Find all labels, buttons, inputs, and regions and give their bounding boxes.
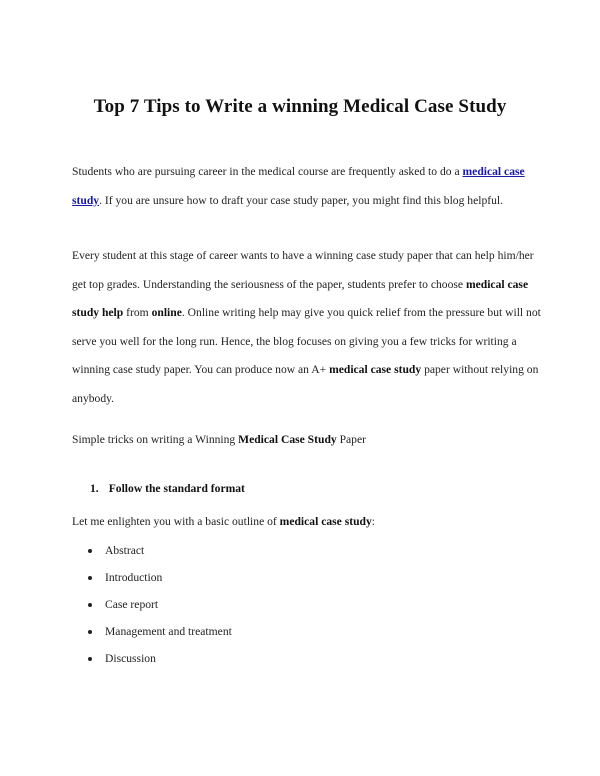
list-item-label: Management and treatment [105, 625, 232, 638]
bullet-icon [88, 630, 92, 634]
paragraph-text: Every student at this stage of career wants to have a winning case study paper that can help him/her get top grades. Understanding the seriousness of the paper, students prefer to choose [72, 249, 534, 291]
paragraph-text: paper without relying on anybody. [72, 363, 539, 405]
section-heading [90, 482, 245, 495]
paragraph-text: from [123, 306, 152, 319]
bold-phrase: medical case study help [72, 277, 529, 319]
intro-text-continued: . If you are unsure how to draft your case study paper, you might find this blog helpful. [99, 193, 504, 207]
bold-phrase: online [151, 306, 182, 319]
list-item-label: Case report [105, 598, 159, 611]
section-number: 1. [90, 482, 99, 495]
bold-phrase: medical case study [279, 515, 372, 528]
list-item [88, 618, 232, 645]
bold-phrase: Medical Case Study [238, 433, 337, 446]
document-title: Top 7 Tips to Write a winning Medical Case Study [93, 96, 507, 117]
paragraph-text: Let me enlighten you with a basic outline of [72, 515, 280, 528]
bullet-icon [88, 549, 92, 553]
paragraph-text: . Online writing help may give you quick relief from the pressure but will not serve you well for the long run. Hence, the blog focuses on giving you a few tricks for writing a winning case study paper. You can produce now an A+ [72, 306, 541, 376]
list-item-label: Discussion [105, 652, 156, 665]
bold-phrase: medical case study [329, 363, 422, 376]
list-item [88, 591, 232, 618]
bullet-icon [88, 576, 92, 580]
intro-paragraph [72, 158, 542, 215]
list-item-label: Abstract [105, 544, 145, 557]
body-paragraph-4 [72, 508, 542, 537]
body-paragraph-3 [72, 426, 542, 455]
bullet-icon [88, 603, 92, 607]
list-item [88, 645, 232, 672]
section-heading-text: Follow the standard format [108, 482, 245, 495]
medical-case-study-link[interactable]: medical case study [72, 165, 525, 207]
list-item [88, 564, 232, 591]
body-paragraph-2 [72, 242, 542, 413]
list-item-label: Introduction [105, 571, 163, 584]
bullet-icon [88, 657, 92, 661]
paragraph-text: Paper [336, 433, 366, 446]
outline-list [88, 537, 232, 672]
paragraph-text: Simple tricks on writing a Winning [72, 433, 239, 446]
list-item [88, 537, 232, 564]
paragraph-text: : [371, 515, 376, 528]
intro-text: Students who are pursuing career in the medical course are frequently asked to do a [72, 165, 463, 178]
